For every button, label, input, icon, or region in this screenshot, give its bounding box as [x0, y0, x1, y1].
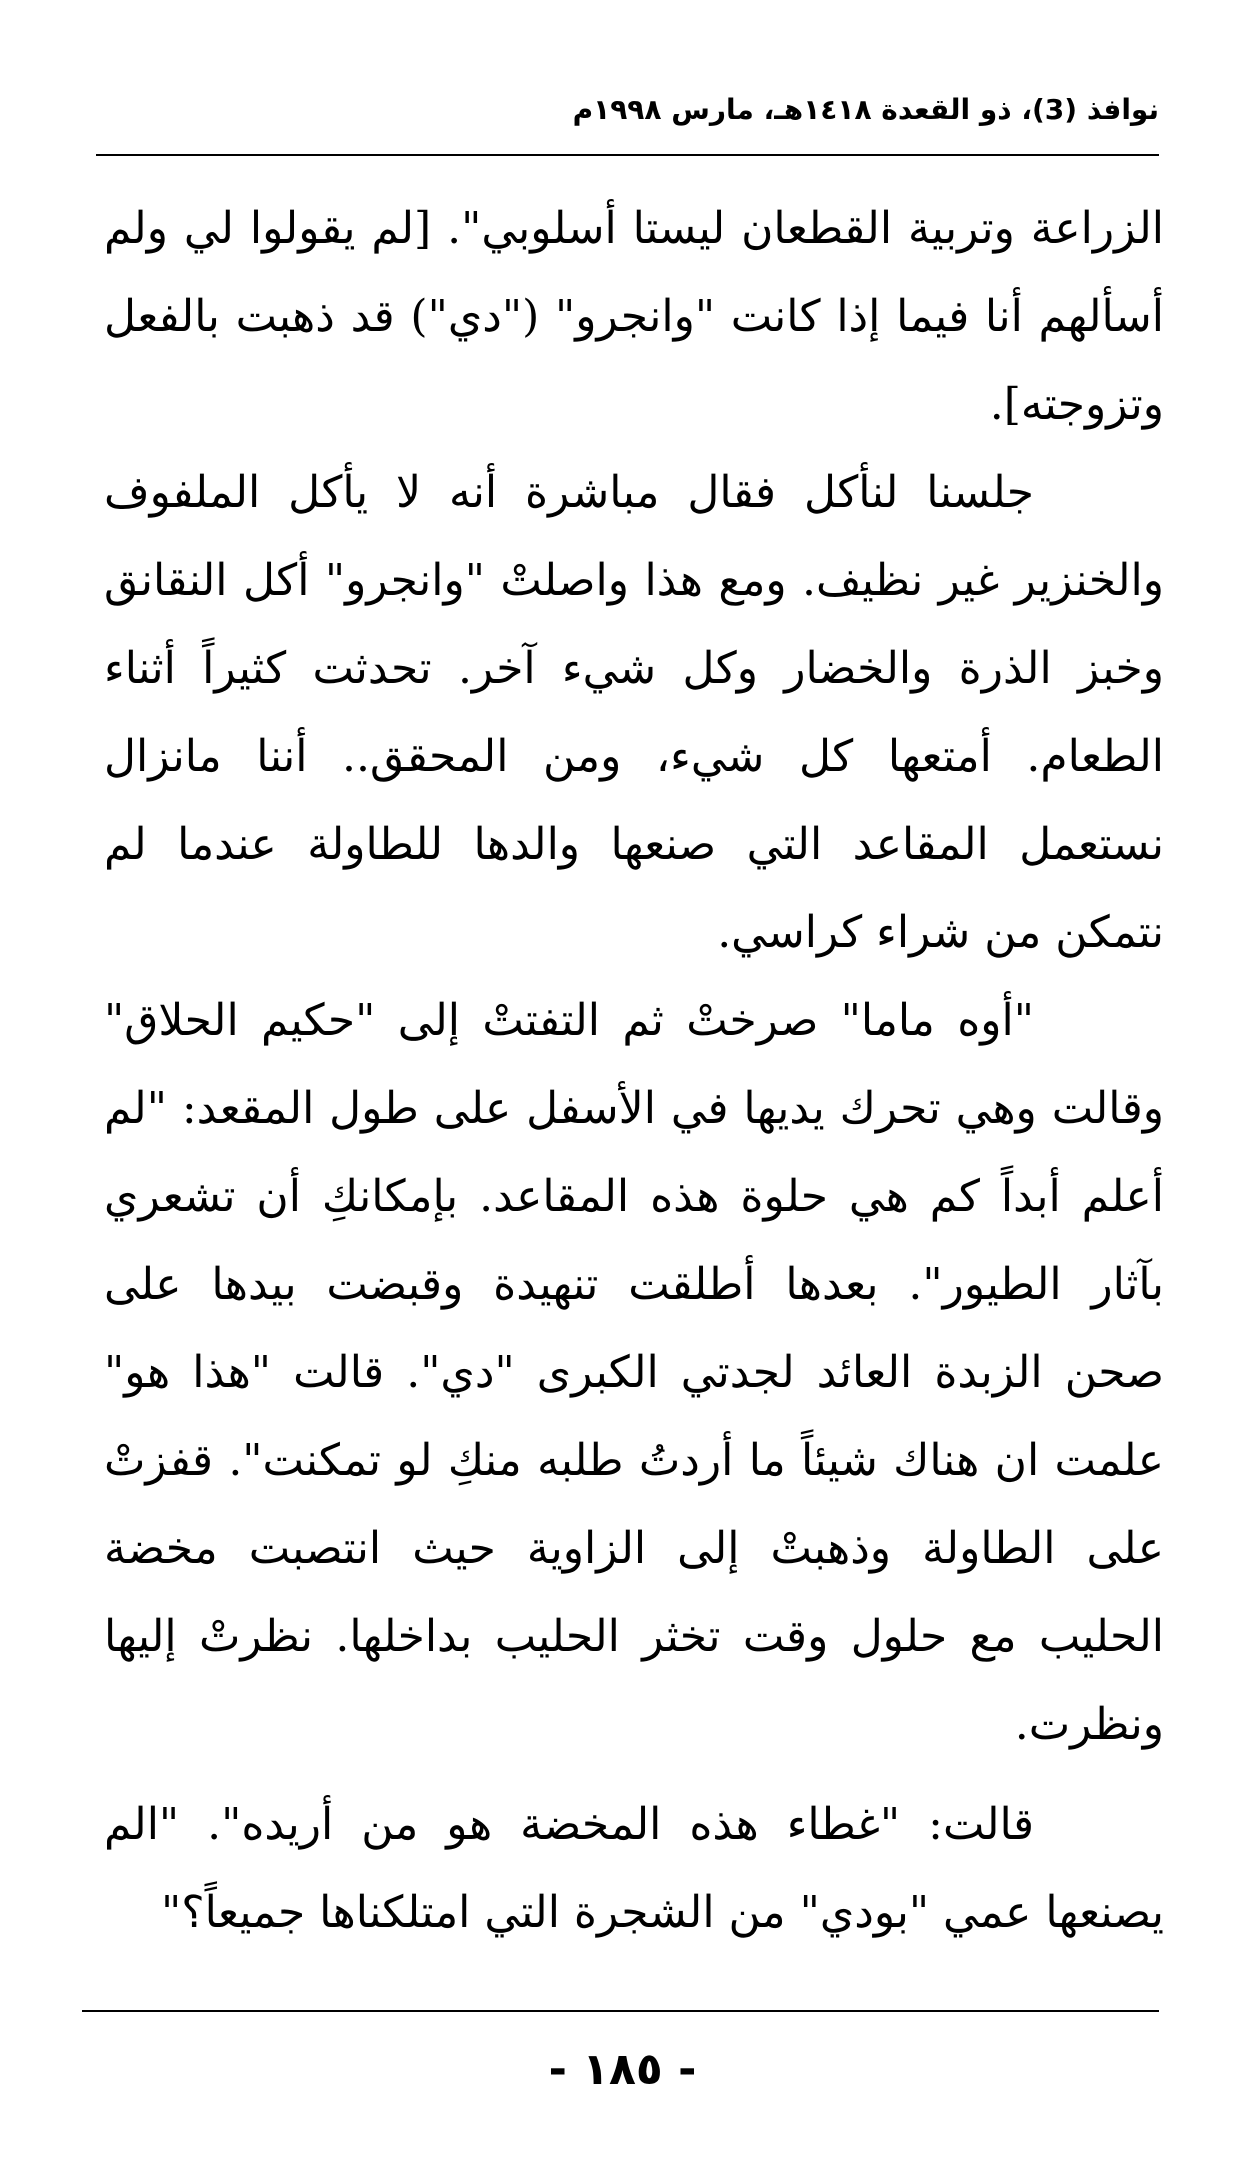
running-header-title: نوافذ (3)، ذو القعدة ١٤١٨هـ، مارس ١٩٩٨م [572, 93, 1159, 126]
paragraph-2: جلسنا لنأكل فقال مباشرة أنه لا يأكل الملفوف والخنزير غير نظيف. ومع هذا واصلتْ "وانجرو" أكل النقانق وخبز الذرة والخضار وكل شيء آخر. تحدثت كثيراً أثناء الطعام. أمتعها كل شيء، ومن المحقق.. أننا مانزال نستعمل المقاعد التي صنعها والدها للطاولة عندما لم نتمكن من شراء كراسي. [104, 467, 1164, 958]
header-divider [96, 154, 1159, 156]
paragraph-1: الزراعة وتربية القطعان ليستا أسلوبي". [لم يقولوا لي ولم أسألهم أنا فيما إذا كانت "وانجرو" ("دي") قد ذهبت بالفعل وتزوجته]. [104, 203, 1164, 430]
running-header [108, 90, 1159, 154]
paragraph-4: قالت: "غطاء هذه المخضة هو من أريده". "الم يصنعها عمي "بودي" من الشجرة التي امتلكناها جميعاً؟" [104, 1799, 1164, 1938]
page-number: - ١٨٥ - [548, 2044, 697, 2095]
paragraph-3: "أوه ماما" صرختْ ثم التفتتْ إلى "حكيم الحلاق" وقالت وهي تحرك يديها في الأسفل على طول المقعد: "لم أعلم أبداً كم هي حلوة هذه المقاعد. بإمكانكِ أن تشعري بآثار الطيور". بعدها أطلقت تنهيدة وقبضت بيدها على صحن الزبدة العائد لجدتي الكبرى "دي". قالت "هذا هو" علمت ان هناك شيئاً ما أردتُ طلبه منكِ لو تمكنت". قفزتْ على الطاولة وذهبتْ إلى الزاوية حيث انتصبت مخضة الحليب مع حلول وقت تخثر الحليب بداخلها. نظرتْ إليها ونظرت. [104, 995, 1164, 1750]
footer-divider [82, 2010, 1159, 2012]
article-body [104, 185, 1164, 1957]
